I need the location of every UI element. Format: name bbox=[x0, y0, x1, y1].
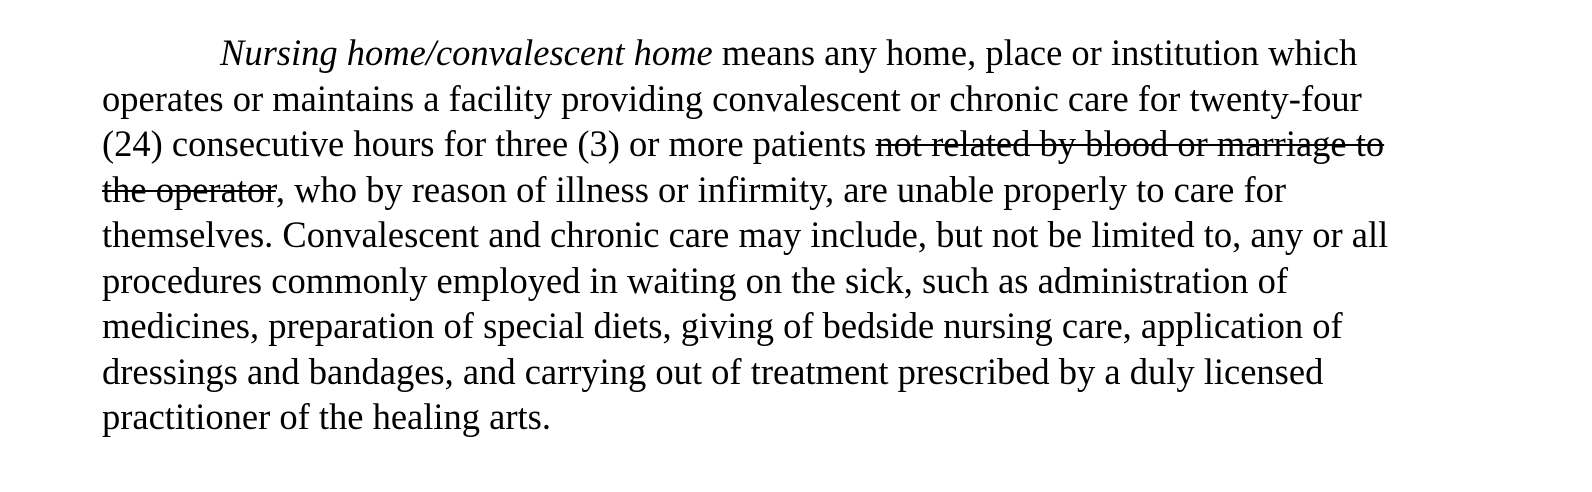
paragraph-line: procedures commonly employed in waiting on the sick, such as administration of bbox=[102, 259, 1289, 301]
paragraph-line: medicines, preparation of special diets, giving of bedside nursing care, application of bbox=[102, 305, 1343, 346]
paragraph-line: dressings and bandages, and carrying out of treatment prescribed by a duly licensed bbox=[102, 350, 1324, 392]
paragraph-line: practitioner of the healing arts. bbox=[102, 396, 551, 437]
struck-text: not related by blood or marriage to bbox=[875, 123, 1385, 164]
defined-term: Nursing home/convalescent home bbox=[220, 32, 713, 73]
definition-text: means any home, place or institution which bbox=[712, 32, 1358, 73]
paragraph-line: operates or maintains a facility providing convalescent or chronic care for twenty-four bbox=[102, 77, 1362, 119]
paragraph-line bbox=[102, 167, 1522, 213]
struck-text: the operator bbox=[102, 168, 276, 210]
definition-paragraph bbox=[102, 30, 1522, 440]
definition-text: , who by reason of illness or infirmity, are unable properly to care for bbox=[275, 168, 1287, 210]
paragraph-line bbox=[102, 30, 1522, 76]
definition-text: (24) consecutive hours for three (3) or more patients bbox=[102, 123, 876, 164]
paragraph-line: themselves. Convalescent and chronic care may include, but not be limited to, any or all bbox=[102, 214, 1389, 255]
paragraph-line bbox=[102, 121, 1522, 167]
